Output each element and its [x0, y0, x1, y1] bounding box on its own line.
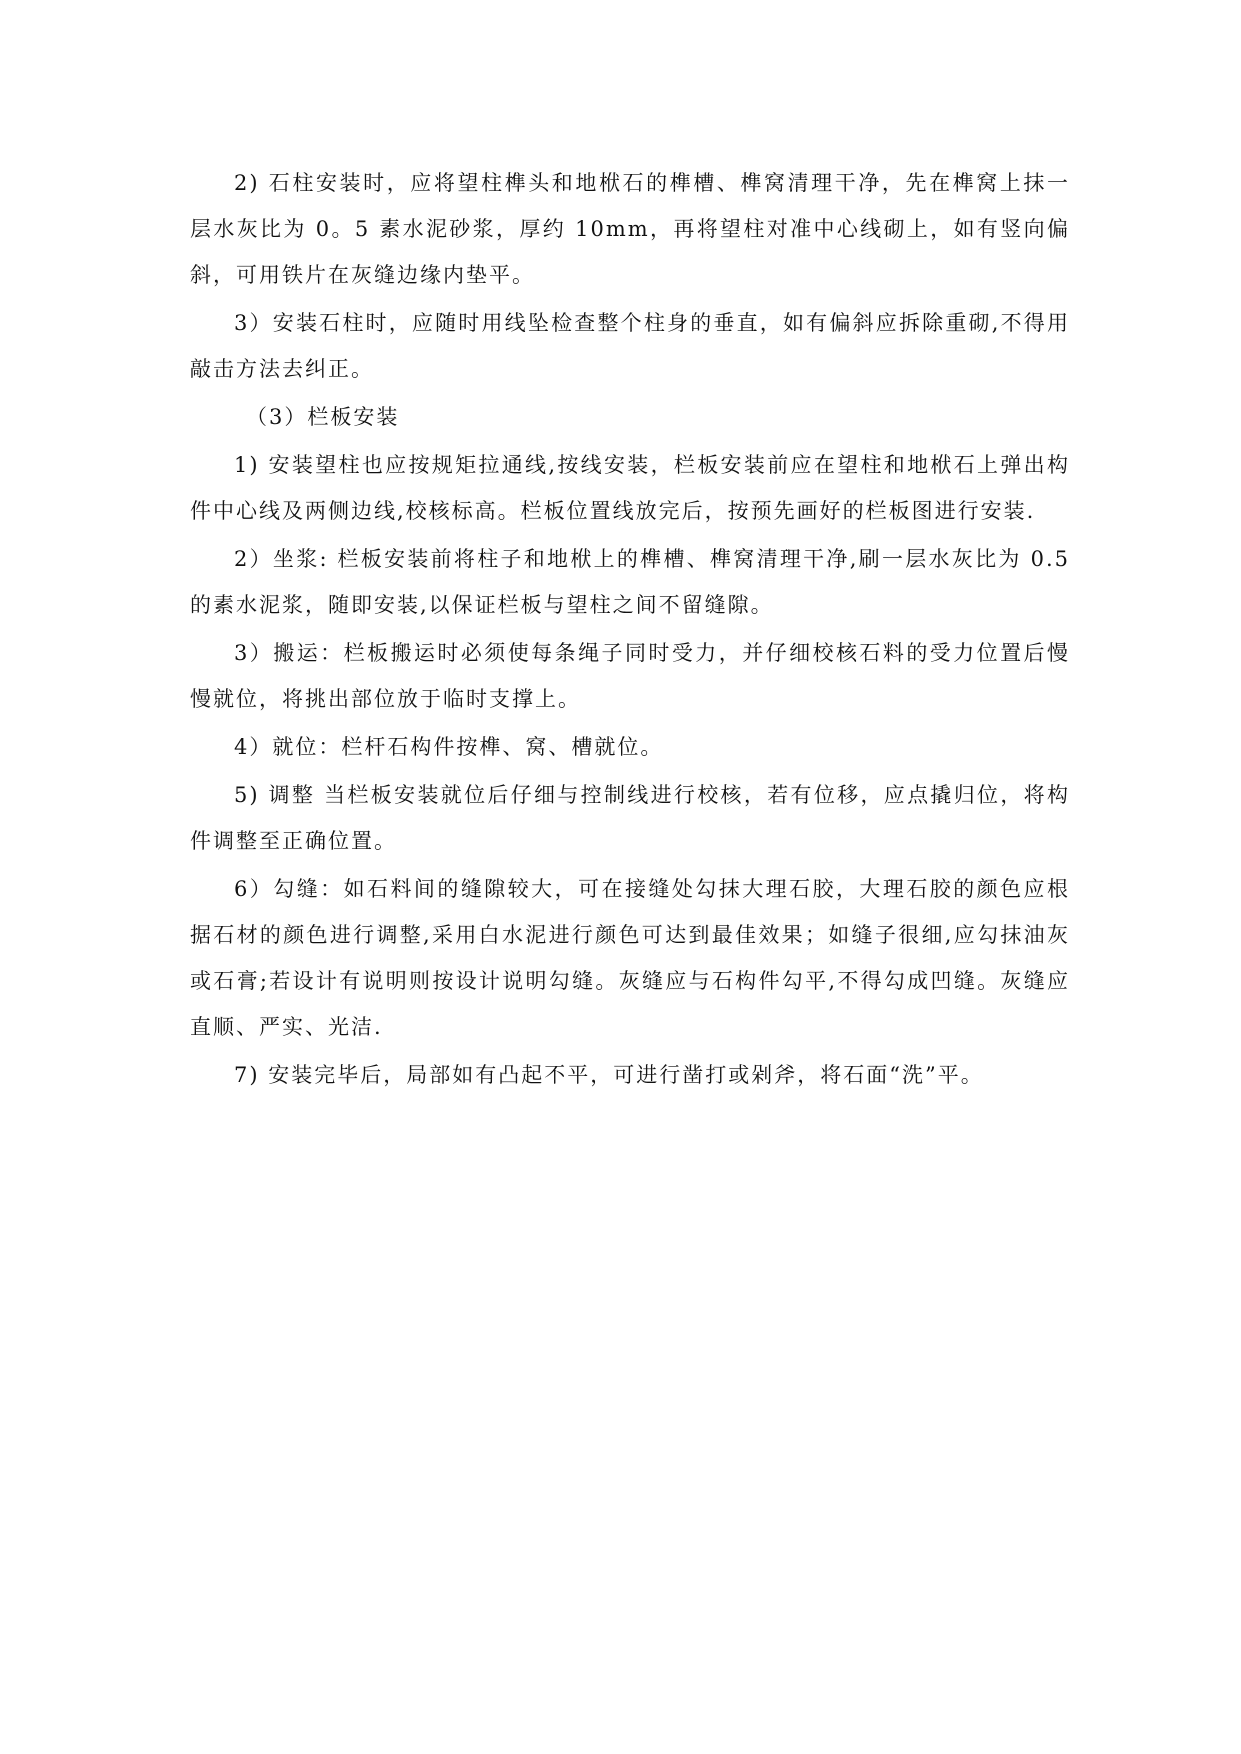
paragraph-panel-step-3: 3）搬运：栏板搬运时必须使每条绳子同时受力，并仔细校核石料的受力位置后慢慢就位，将挑出部位放于临时支撑上。 [190, 641, 1070, 711]
paragraph-stone-column-step-3: 3）安装石柱时，应随时用线坠检查整个柱身的垂直，如有偏斜应拆除重砌,不得用敲击方法去纠正。 [190, 311, 1070, 381]
paragraph-panel-step-4: 4）就位：栏杆石构件按榫、窝、槽就位。 [234, 735, 664, 759]
paragraph-panel-step-6: 6）勾缝：如石料间的缝隙较大，可在接缝处勾抹大理石胶，大理石胶的颜色应根据石材的颜色进行调整,采用白水泥进行颜色可达到最佳效果；如缝子很细,应勾抹油灰或石膏;若设计有说明则按设计说明勾缝。灰缝应与石构件勾平,不得勾成凹缝。灰缝应直顺、严实、光洁. [190, 877, 1070, 1039]
section-heading-panel-installation: （3）栏板安装 [246, 405, 400, 429]
paragraph-panel-step-2: 2）坐浆: 栏板安装前将柱子和地栿上的榫槽、榫窝清理干净,刷一层水灰比为 0.5 的素水泥浆，随即安装,以保证栏板与望柱之间不留缝隙。 [190, 547, 1070, 617]
paragraph-panel-step-7: 7) 安装完毕后，局部如有凸起不平，可进行凿打或剁斧，将石面“洗”平。 [234, 1063, 984, 1087]
paragraph-stone-column-step-2: 2) 石柱安装时，应将望柱榫头和地栿石的榫槽、榫窝清理干净，先在榫窝上抹一层水灰比为 0。5 素水泥砂浆，厚约 10mm，再将望柱对准中心线砌上，如有竖向偏斜，可用铁片在灰缝边缘内垫平。 [190, 171, 1070, 287]
paragraph-panel-step-1: 1) 安装望柱也应按规矩拉通线,按线安装，栏板安装前应在望柱和地栿石上弹出构件中心线及两侧边线,校核标高。栏板位置线放完后，按预先画好的栏板图进行安装. [190, 453, 1070, 523]
paragraph-panel-step-5: 5) 调整 当栏板安装就位后仔细与控制线进行校核，若有位移，应点撬归位，将构件调整至正确位置。 [190, 783, 1070, 853]
document-body [190, 160, 1070, 1100]
